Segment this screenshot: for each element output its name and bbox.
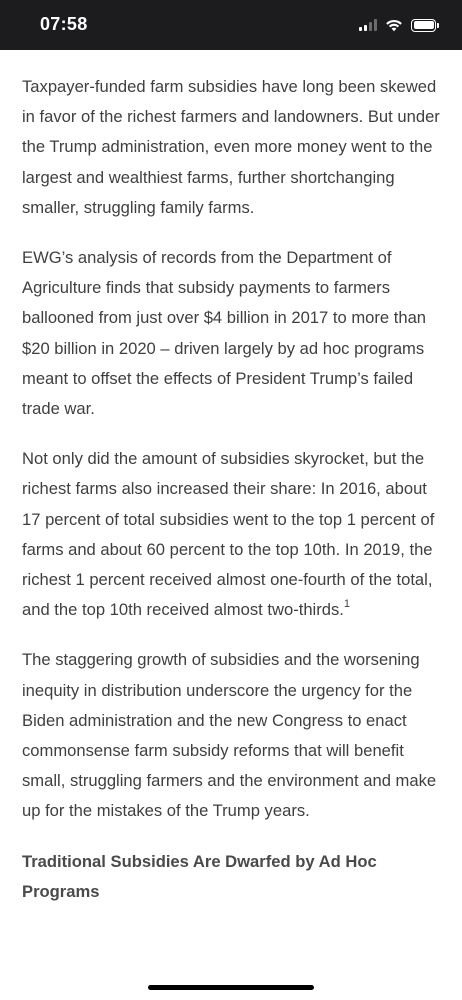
article-paragraph: EWG’s analysis of records from the Department of Agriculture finds that subsidy payments to farmers ballooned from just over $4 billion in 2017 to more than $20 billion in 2020 – driven largely by ad hoc programs meant to offset the effects of President Trump’s failed trade war. (22, 248, 427, 419)
battery-level (414, 21, 434, 29)
article-paragraph: The staggering growth of subsidies and the worsening inequity in distribution underscore the urgency for the Biden administration and the new Congress to enact commonsense farm subsidy reforms that will benefit small, struggling farmers and the environment and make up for the mistakes of the Trump years. (22, 650, 437, 821)
article-body (22, 72, 442, 907)
article-paragraph (22, 444, 442, 625)
article-paragraph: Taxpayer-funded farm subsidies have long been skewed in favor of the richest farmers and landowners. But under the Trump administration, even more money went to the largest and wealthiest farms, further shortchanging smaller, struggling family farms. (22, 77, 440, 217)
status-bar (0, 0, 462, 50)
home-indicator[interactable] (148, 985, 314, 990)
section-heading: Traditional Subsidies Are Dwarfed by Ad Hoc Programs (22, 851, 377, 901)
status-icons (359, 17, 436, 33)
status-time: 07:58 (40, 14, 88, 34)
wifi-icon (385, 18, 403, 32)
battery-icon (411, 19, 436, 32)
footnote-link[interactable]: 1 (343, 597, 351, 610)
cellular-signal-icon (359, 19, 377, 31)
article-paragraph-text: Not only did the amount of subsidies skyrocket, but the richest farms also increased their share: In 2016, about 17 percent of total subsidies went to the top 1 percent of farms and about 60 percent to the top 10th. In 2019, the richest 1 percent received almost one-fourth of the total, and the top 10th received almost two-thirds. (22, 449, 435, 620)
